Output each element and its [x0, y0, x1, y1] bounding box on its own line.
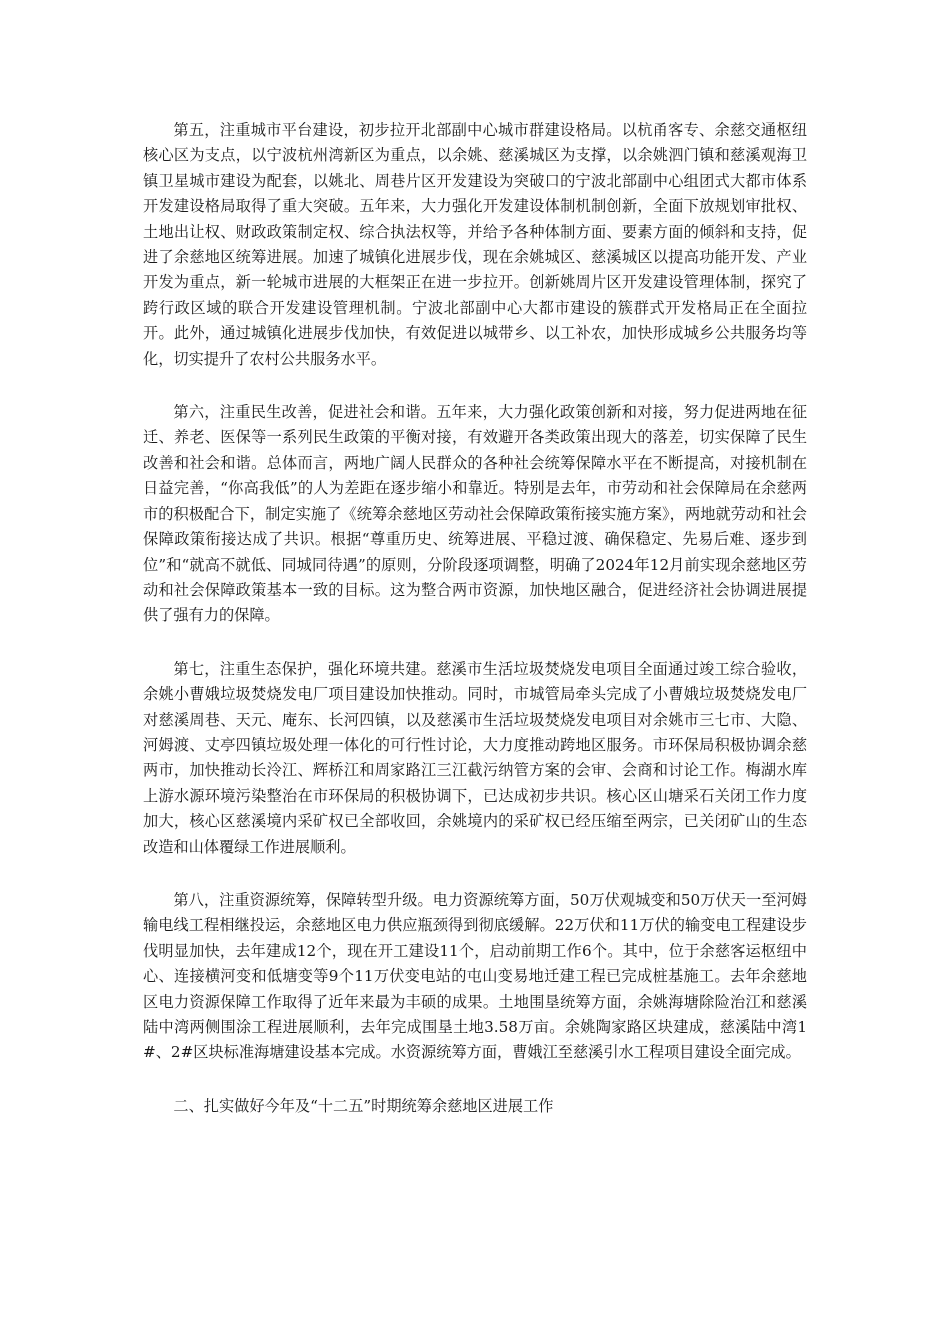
document-page: [143, 118, 807, 1147]
paragraph-seventh: 第七，注重生态保护，强化环境共建。慈溪市生活垃圾焚烧发电项目全面通过竣工综合验收，余姚小曹娥垃圾焚烧发电厂项目建设加快推动。同时，市城管局牵头完成了小曹娥垃圾焚烧发电厂对慈溪周巷、天元、庵东、长河四镇，以及慈溪市生活垃圾焚烧发电项目对余姚市三七市、大隐、河姆渡、丈亭四镇垃圾处理一体化的可行性讨论，大力度推动跨地区服务。市环保局积极协调余慈两市，加快推动长泠江、辉桥江和周家路江三江截污纳管方案的会审、会商和讨论工作。梅湖水库上游水源环境污染整治在市环保局的积极协调下，已达成初步共识。核心区山塘采石关闭工作力度加大，核心区慈溪境内采矿权已全部收回，余姚境内的采矿权已经压缩至两宗，已关闭矿山的生态改造和山体覆绿工作进展顺利。: [143, 659, 807, 856]
section-heading: 二、扎实做好今年及“十二五”时期统筹余慈地区进展工作: [173, 1096, 554, 1115]
paragraph-eighth: 第八，注重资源统筹，保障转型升级。电力资源统筹方面，50万伏观城变和50万伏天一至河姆输电线工程相继投运，余慈地区电力供应瓶颈得到彻底缓解。22万伏和11万伏的输变电工程建设步伐明显加快，去年建成12个，现在开工建设11个，启动前期工作6个。其中，位于余慈客运枢纽中心、连接横河变和低塘变等9个11万伏变电站的屯山变易地迁建工程已完成桩基施工。去年余慈地区电力资源保障工作取得了近年来最为丰硕的成果。土地围垦统筹方面，余姚海塘除险治江和慈溪陆中湾两侧围涂工程进展顺利，去年完成围垦土地3.58万亩。余姚陶家路区块建成，慈溪陆中湾1#、2#区块标准海塘建设基本完成。水资源统筹方面，曹娥江至慈溪引水工程项目建设全面完成。: [143, 890, 807, 1062]
paragraph-sixth: 第六，注重民生改善，促进社会和谐。五年来，大力强化政策创新和对接，努力促进两地在征迁、养老、医保等一系列民生政策的平衡对接，有效避开各类政策出现大的落差，切实保障了民生改善和社会和谐。总体而言，两地广阔人民群众的各种社会统筹保障水平在不断提高，对接机制在日益完善，“你高我低”的人为差距在逐步缩小和靠近。特别是去年，市劳动和社会保障局在余慈两市的积极配合下，制定实施了《统筹余慈地区劳动社会保障政策衔接实施方案》，两地就劳动和社会保障政策衔接达成了共识。根据“尊重历史、统筹进展、平稳过渡、确保稳定、先易后难、逐步到位”和“就高不就低、同城同待遇”的原则，分阶段逐项调整，明确了2024年12月前实现余慈地区劳动和社会保障政策基本一致的目标。这为整合两市资源，加快地区融合，促进经济社会协调进展提供了强有力的保障。: [143, 403, 807, 625]
paragraph-fifth: 第五，注重城市平台建设，初步拉开北部副中心城市群建设格局。以杭甬客专、余慈交通枢纽核心区为支点，以宁波杭州湾新区为重点，以余姚、慈溪城区为支撑，以余姚泗门镇和慈溪观海卫镇卫星城市建设为配套，以姚北、周巷片区开发建设为突破口的宁波北部副中心组团式大都市体系开发建设格局取得了重大突破。五年来，大力强化开发建设体制机制创新，全面下放规划审批权、土地出让权、财政政策制定权、综合执法权等，并给予各种体制方面、要素方面的倾斜和支持，促进了余慈地区统筹进展。加速了城镇化进展步伐，现在余姚城区、慈溪城区以提高功能开发、产业开发为重点，新一轮城市进展的大框架正在进一步拉开。创新姚周片区开发建设管理体制，探究了跨行政区域的联合开发建设管理机制。宁波北部副中心大都市建设的簇群式开发格局正在全面拉开。此外，通过城镇化进展步伐加快，有效促进以城带乡、以工补农，加快形成城乡公共服务均等化，切实提升了农村公共服务水平。: [143, 121, 807, 368]
